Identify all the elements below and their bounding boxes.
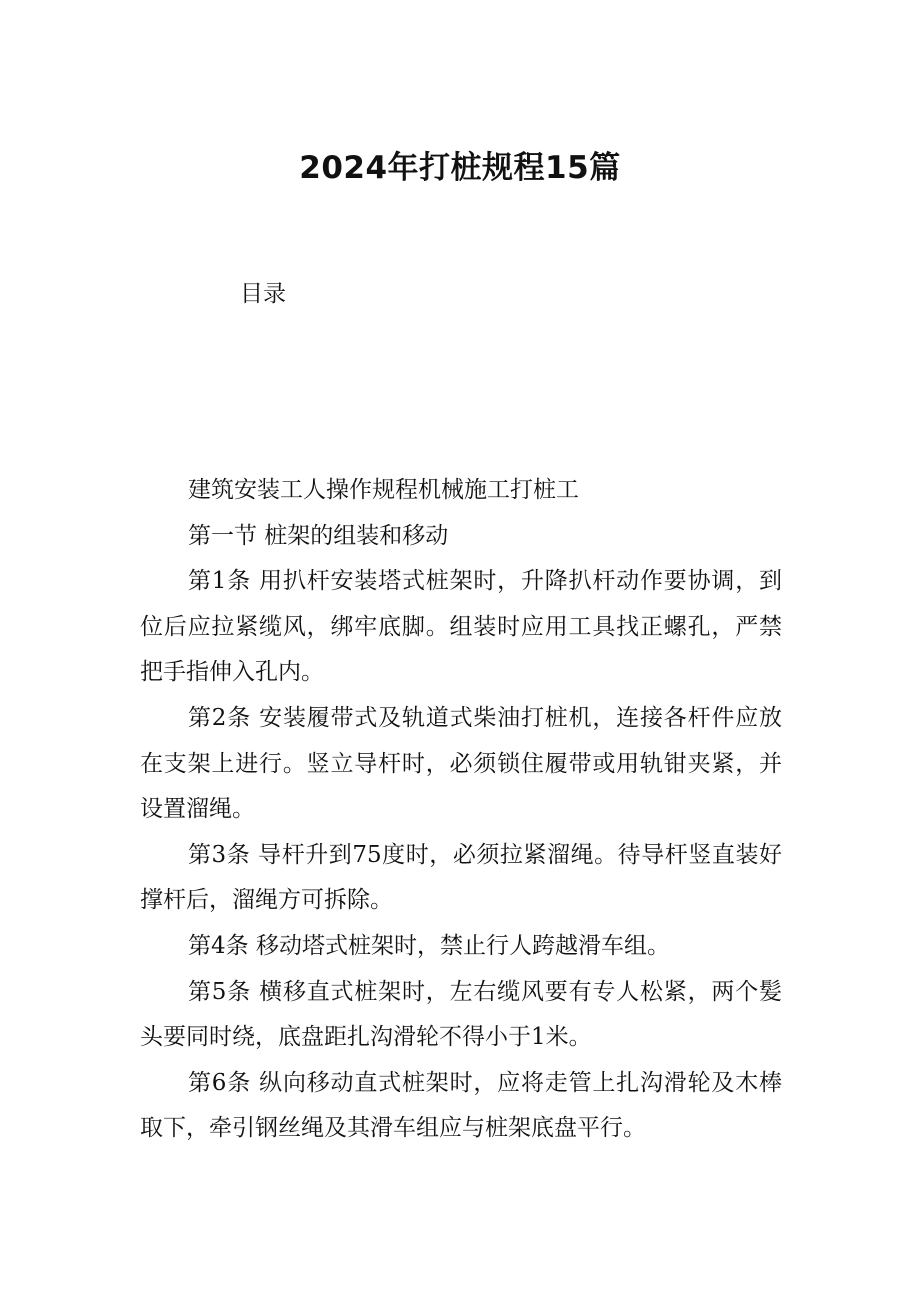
paragraph-heading: 建筑安装工人操作规程机械施工打桩工: [188, 477, 579, 503]
toc-label: 目录: [240, 281, 286, 307]
document-title: 2024年打桩规程15篇: [299, 150, 621, 186]
paragraph-article-4: 第4条 移动塔式桩架时，禁止行人跨越滑车组。: [188, 932, 670, 959]
paragraph-article-1: 第1条 用扒杆安装塔式桩架时，升降扒杆动作要协调，到位后应拉紧缆风，绑牢底脚。组装时应用工具找正螺孔，严禁把手指伸入孔内。: [140, 568, 782, 686]
paragraph-section-title: 第一节 桩架的组装和移动: [188, 522, 449, 549]
paragraph-article-6: 第6条 纵向移动直式桩架时，应将走管上扎沟滑轮及木棒取下，牵引钢丝绳及其滑车组应与桩架底盘平行。: [140, 1069, 782, 1142]
document-body: [140, 468, 782, 1152]
paragraph-article-2: 第2条 安装履带式及轨道式柴油打桩机，连接各杆件应放在支架上进行。竖立导杆时，必须锁住履带或用轨钳夹紧，并设置溜绳。: [140, 704, 782, 823]
paragraph-article-3: 第3条 导杆升到75度时，必须拉紧溜绳。待导杆竖直装好撑杆后，溜绳方可拆除。: [140, 841, 782, 914]
paragraph-article-5: 第5条 横移直式桩架时，左右缆风要有专人松紧，两个髪头要同时绕，底盘距扎沟滑轮不得小于1米。: [140, 978, 782, 1051]
